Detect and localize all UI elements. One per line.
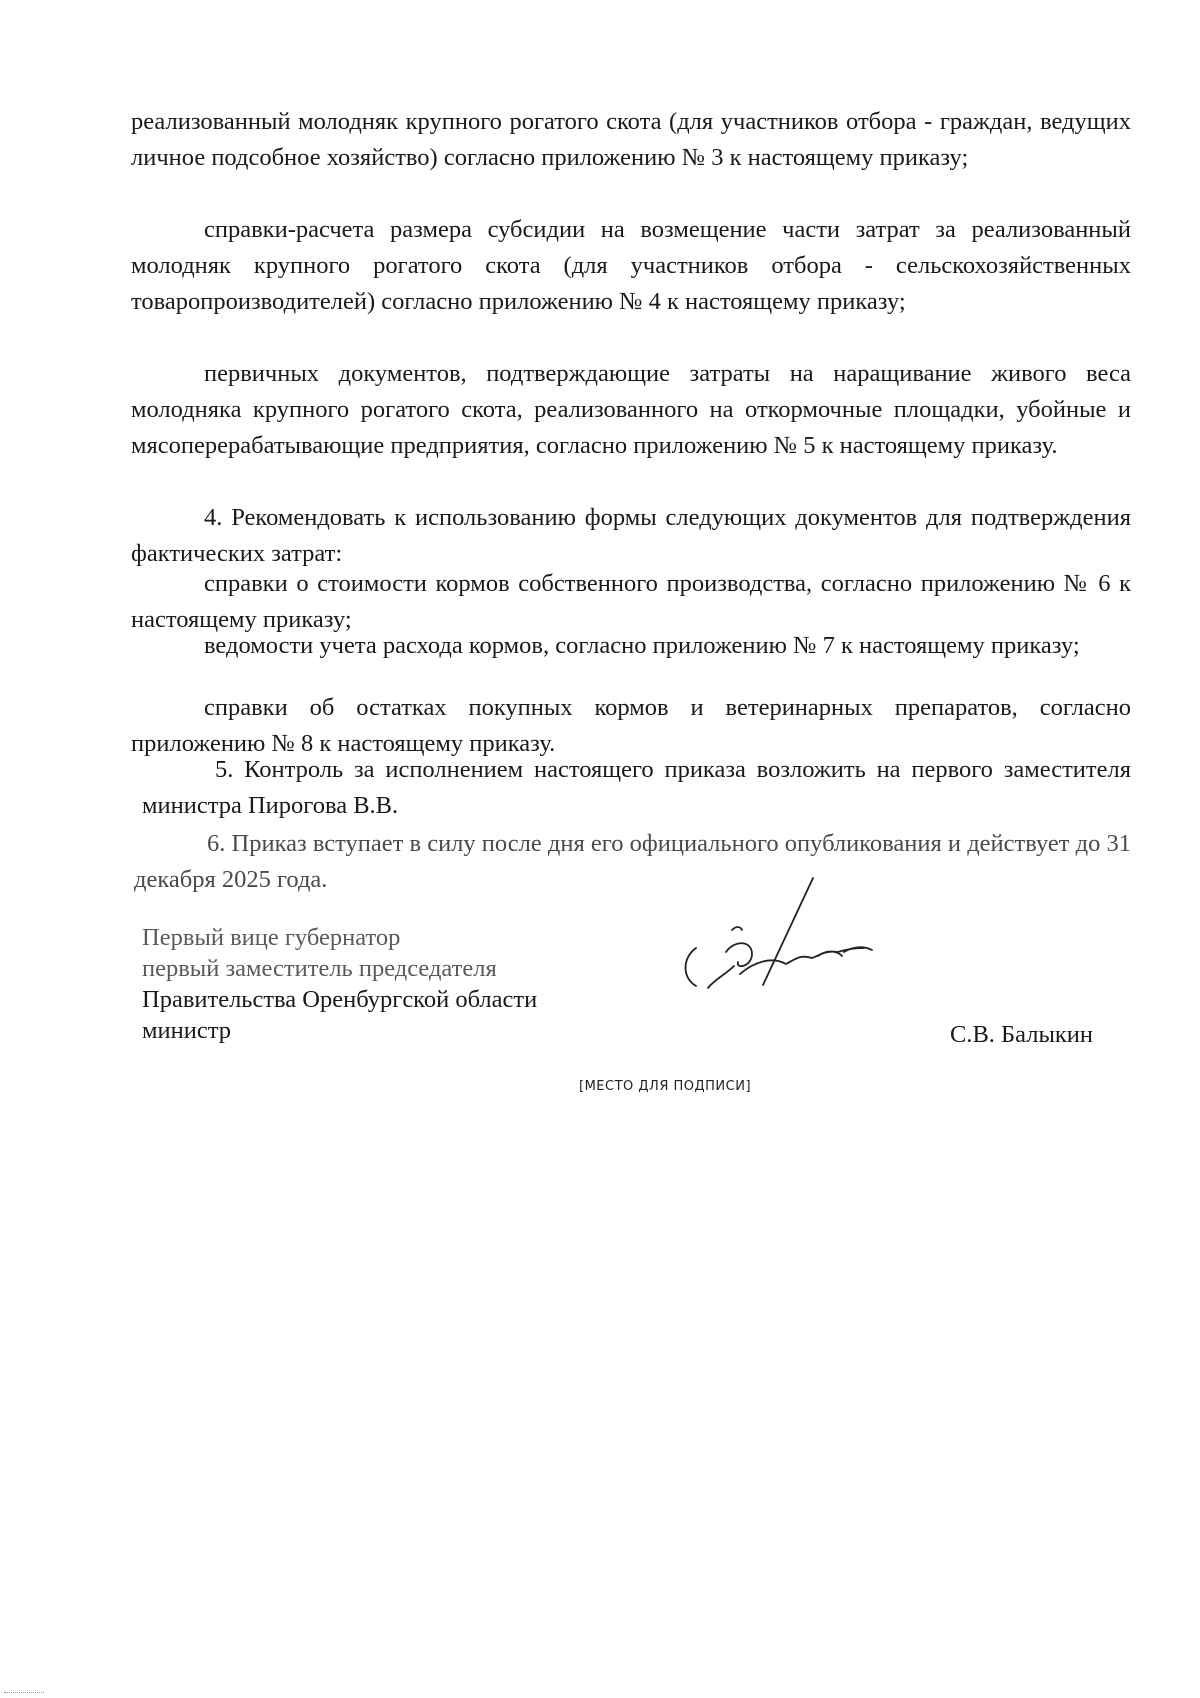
signature-placeholder: [МЕСТО ДЛЯ ПОДПИСИ] [579, 1079, 752, 1094]
paragraph-annex-8: справки об остатках покупных кормов и ветеринарных препаратов, согласно приложению № 8 к настоящему приказу. [131, 694, 1131, 757]
paragraph-item-6: 6. Приказ вступает в силу после дня его официального опубликования и действует до 31 декабря 2025 года. [134, 830, 1131, 893]
signer-name: С.В. Балыкин [950, 1021, 1094, 1048]
signatory-position [142, 922, 537, 1046]
paragraph-item-4: 4. Рекомендовать к использованию формы следующих документов для подтверждения фактических затрат: [131, 504, 1131, 567]
scan-artifact [4, 1692, 44, 1695]
paragraph-annex-4: справки-расчета размера субсидии на возмещение части затрат за реализованный молодняк крупного рогатого скота (для участников отбора - сельскохозяйственных товаропроизводителей) согласно приложению № 4 к настоящему приказу; [131, 216, 1131, 315]
paragraph-item-5: 5. Контроль за исполнением настоящего приказа возложить на первого заместителя министра Пирогова В.В. [142, 756, 1131, 819]
position-line: первый заместитель председателя [142, 955, 497, 982]
paragraph-annex-6: справки о стоимости кормов собственного производства, согласно приложению № 6 к настоящему приказу; [131, 570, 1131, 633]
paragraph-annex-5: первичных документов, подтверждающие затраты на наращивание живого веса молодняка крупного рогатого скота, реализованного на откормочные площадки, убойные и мясоперерабатывающие предприятия, согласно приложению № 5 к настоящему приказу. [131, 360, 1131, 459]
paragraph-annex-7: ведомости учета расхода кормов, согласно приложению № 7 к настоящему приказу; [204, 632, 1080, 659]
position-line: Правительства Оренбургской области [142, 986, 538, 1013]
position-line: Первый вице губернатор [142, 924, 401, 951]
handwritten-signature [668, 870, 888, 1020]
position-line: министр [142, 1017, 231, 1044]
paragraph-annex-3: реализованный молодняк крупного рогатого скота (для участников отбора - граждан, ведущих личное подсобное хозяйство) согласно приложению № 3 к настоящему приказу; [131, 108, 1131, 171]
